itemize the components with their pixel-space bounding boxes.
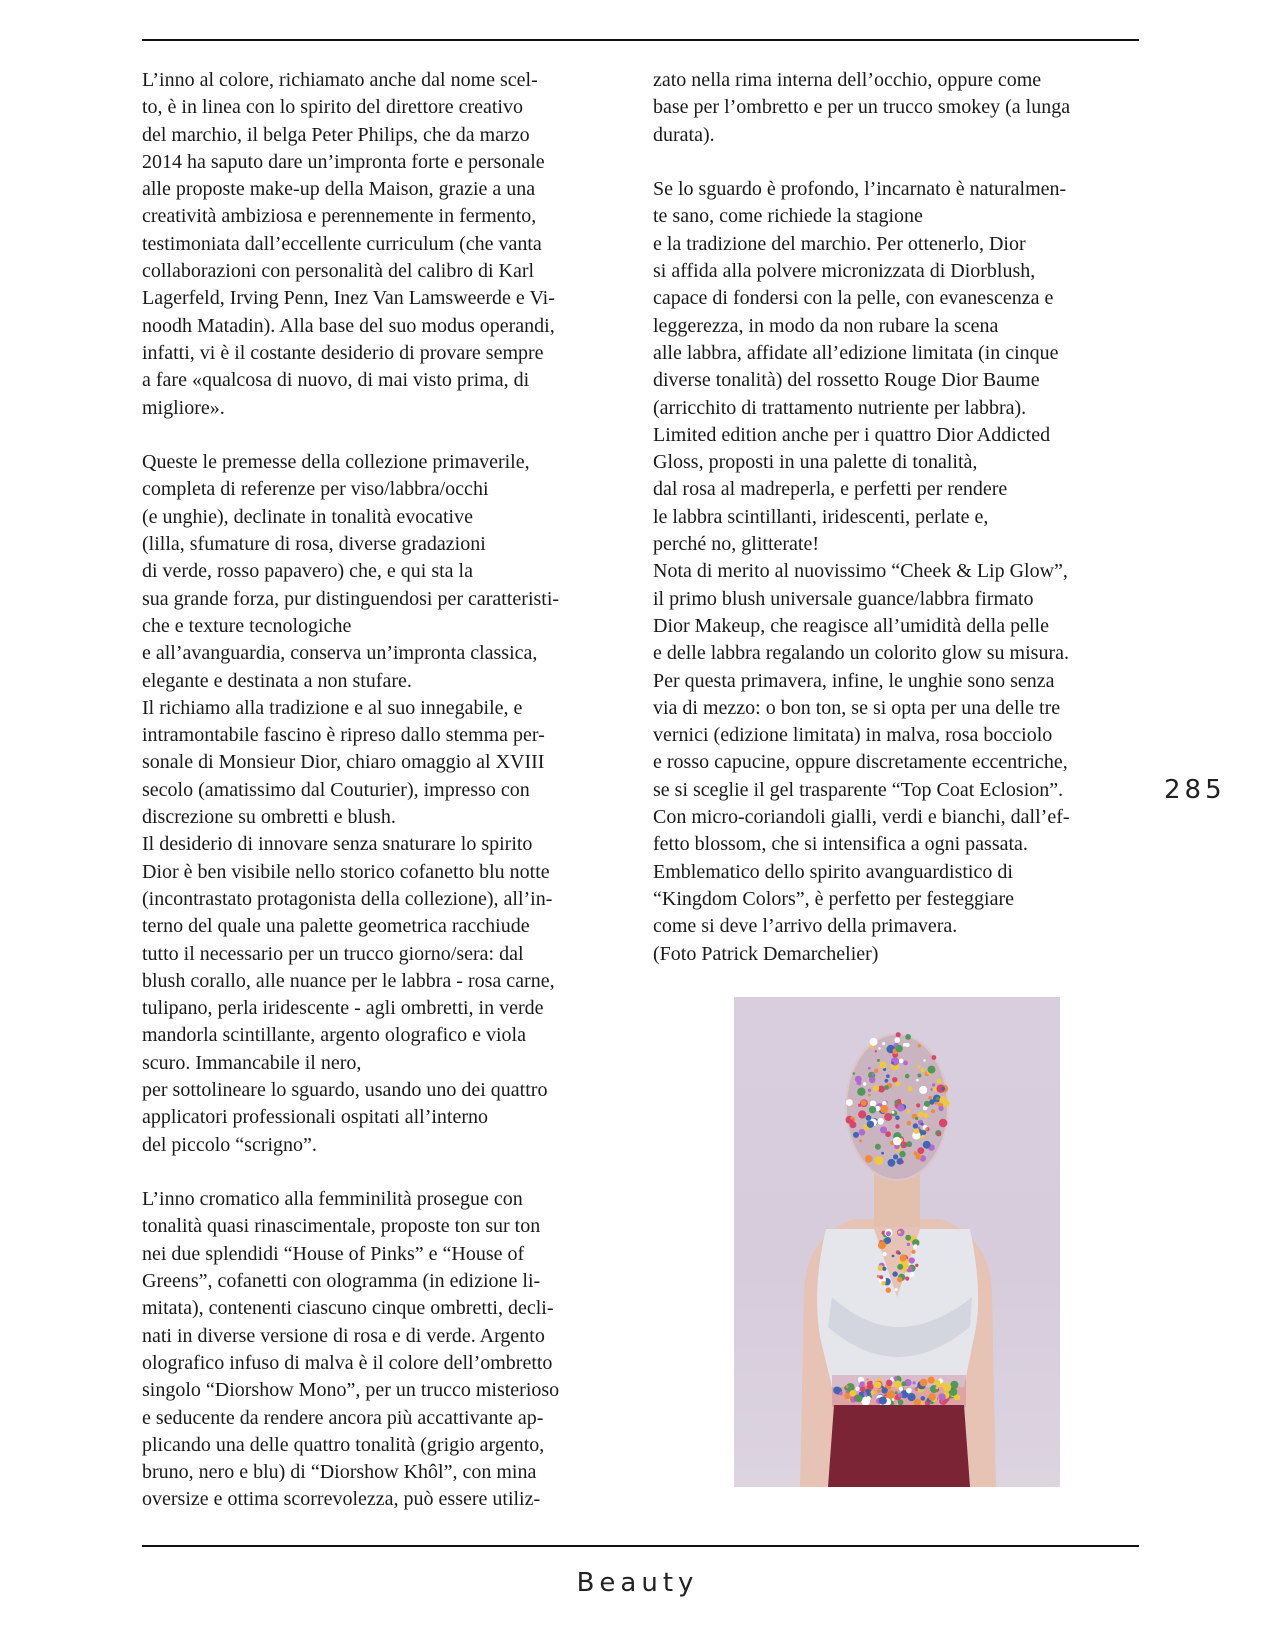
floral-dot <box>881 1281 885 1285</box>
text-line: olografico infuso di malva è il colore dell’ombretto <box>142 1351 553 1374</box>
text-line: Gloss, proposti in una palette di tonalità, <box>653 451 978 474</box>
text-line: creatività ambiziosa e perennemente in fermento, <box>142 205 537 228</box>
floral-dot <box>936 1097 939 1100</box>
floral-dot <box>885 1131 891 1137</box>
floral-dot <box>863 1392 867 1396</box>
floral-dot <box>875 1050 877 1052</box>
floral-dot <box>911 1250 915 1254</box>
floral-dot <box>897 1099 901 1103</box>
text-line: del marchio, il belga Peter Philips, che da marzo <box>142 123 530 146</box>
text-line: si affida alla polvere micronizzata di Diorblush, <box>653 260 1036 283</box>
floral-dot <box>921 1396 926 1401</box>
floral-dot <box>877 1059 880 1062</box>
text-line: (arricchito di trattamento nutriente per labbra). <box>653 396 1027 419</box>
text-line: e delle labbra regalando un colorito glow su misura. <box>653 642 1069 665</box>
floral-dot <box>932 1083 935 1086</box>
section-label: Beauty <box>576 1568 699 1598</box>
floral-dot <box>898 1231 901 1234</box>
text-line: via di mezzo: o bon ton, se si opta per una delle tre <box>653 696 1061 719</box>
fashion-photo <box>734 997 1060 1487</box>
text-line: nati in diverse versione di rosa e di verde. Argento <box>142 1324 545 1347</box>
floral-dot <box>921 1068 925 1072</box>
text-line: Se lo sguardo è profondo, l’incarnato è naturalmen- <box>653 178 1067 201</box>
floral-dot <box>850 1390 857 1397</box>
floral-dot <box>928 1096 932 1100</box>
floral-dot <box>879 1062 886 1069</box>
text-line: perché no, glitterate! <box>653 533 820 556</box>
floral-dot <box>870 1101 876 1107</box>
paragraph-gap <box>653 149 1140 176</box>
top-rule <box>142 39 1139 41</box>
floral-dot <box>850 1117 853 1120</box>
floral-dot <box>943 1383 952 1392</box>
floral-dot <box>913 1381 916 1384</box>
floral-dot <box>868 1089 871 1092</box>
floral-dot <box>877 1389 881 1393</box>
text-line: scuro. Immancabile il nero, <box>142 1051 362 1074</box>
floral-dot <box>895 1081 900 1086</box>
floral-dot <box>914 1128 920 1134</box>
text-line: migliore». <box>142 396 225 419</box>
floral-dot <box>917 1074 921 1078</box>
floral-dot <box>878 1241 886 1249</box>
floral-dot <box>935 1379 941 1385</box>
text-line: e rosso capucine, oppure discretamente eccentriche, <box>653 751 1068 774</box>
text-line: L’inno al colore, richiamato anche dal nome scel- <box>142 69 538 91</box>
text-line: “Kingdom Colors”, è perfetto per festeggiare <box>653 887 1014 910</box>
floral-dot <box>884 1113 892 1121</box>
floral-dot <box>891 1057 899 1065</box>
text-line: Il desiderio di innovare senza snaturare lo spirito <box>142 833 533 856</box>
floral-dot <box>860 1387 865 1392</box>
floral-dot <box>929 1099 934 1104</box>
floral-dot <box>938 1393 945 1400</box>
text-line: plicando una delle quattro tonalità (grigio argento, <box>142 1433 545 1456</box>
floral-dot <box>885 1079 889 1083</box>
floral-dot <box>899 1059 904 1064</box>
floral-dot <box>928 1393 936 1401</box>
floral-dot <box>901 1144 904 1147</box>
floral-dot <box>849 1121 856 1128</box>
floral-dot <box>867 1383 874 1390</box>
floral-dot <box>846 1099 853 1106</box>
floral-dot <box>874 1381 881 1388</box>
text-line: che e texture tecnologiche <box>142 614 352 637</box>
text-line: Lagerfeld, Irving Penn, Inez Van Lamsweerde e Vi- <box>142 287 555 310</box>
floral-dot <box>883 1252 887 1256</box>
floral-dot <box>897 1104 904 1111</box>
text-line: alle labbra, affidate all’edizione limitata (in cinque <box>653 341 1059 364</box>
floral-dot <box>913 1123 918 1128</box>
text-line: Il richiamo alla tradizione e al suo innegabile, e <box>142 696 523 719</box>
floral-dot <box>885 1237 892 1244</box>
text-line: le labbra scintillanti, iridescenti, perlate e, <box>653 505 989 528</box>
text-line: bruno, nero e blu) di “Diorshow Khôl”, con mina <box>142 1461 537 1484</box>
floral-dot <box>833 1387 840 1394</box>
text-line: intramontabile fascino è ripreso dallo stemma per- <box>142 724 545 747</box>
floral-dot <box>928 1066 936 1074</box>
floral-dot <box>874 1069 878 1073</box>
floral-dot <box>939 1119 948 1128</box>
text-line: tulipano, perla iridescente - agli ombretti, in verde <box>142 997 544 1020</box>
floral-dot <box>900 1255 907 1262</box>
floral-dot <box>894 1037 900 1043</box>
floral-dot <box>937 1132 941 1136</box>
floral-dot <box>906 1388 912 1394</box>
text-line: noodh Matadin). Alla base del suo modus operandi, <box>142 314 555 337</box>
floral-dot <box>918 1112 924 1118</box>
floral-dot <box>866 1396 871 1401</box>
text-line: (lilla, sfumature di rosa, diverse gradazioni <box>142 533 486 556</box>
text-line: per sottolineare lo sguardo, usando uno dei quattro <box>142 1078 548 1101</box>
floral-dot <box>905 1277 909 1281</box>
floral-dot <box>909 1257 915 1263</box>
text-line: Limited edition anche per i quattro Dior Addicted <box>653 423 1051 446</box>
floral-dot <box>920 1379 928 1387</box>
floral-dot <box>907 1121 912 1126</box>
text-line: nei due splendidi “House of Pinks” e “House of <box>142 1242 525 1265</box>
floral-dot <box>871 1390 875 1394</box>
floral-dot <box>897 1158 903 1164</box>
floral-dot <box>868 1094 871 1097</box>
skirt <box>828 1405 970 1487</box>
floral-dot <box>907 1109 911 1113</box>
text-line: se si sceglie il gel trasparente “Top Coat Eclosion”. <box>653 778 1064 801</box>
text-line: Greens”, cofanetti con ologramma (in edizione li- <box>142 1270 541 1293</box>
floral-dot <box>930 1088 933 1091</box>
floral-dot <box>892 1255 895 1258</box>
article-column-right <box>653 67 1140 968</box>
floral-dot <box>881 1152 884 1155</box>
floral-dot <box>855 1395 863 1403</box>
floral-dot <box>895 1045 902 1052</box>
floral-dot <box>893 1137 901 1145</box>
floral-dot <box>915 1117 918 1120</box>
floral-dot <box>915 1264 918 1267</box>
floral-dot <box>877 1118 884 1125</box>
floral-dot <box>887 1390 895 1398</box>
floral-dot <box>902 1101 905 1104</box>
text-line: Dior Makeup, che reagisce all’umidità della pelle <box>653 614 1049 637</box>
text-line: secolo (amatissimo dal Couturier), impresso con <box>142 778 530 801</box>
floral-dot <box>925 1128 928 1131</box>
paragraph-gap <box>142 422 632 449</box>
floral-dot <box>905 1235 911 1241</box>
floral-dot <box>923 1141 931 1149</box>
floral-dot <box>853 1072 856 1075</box>
text-line: sonale di Monsieur Dior, chiaro omaggio al XVIII <box>142 751 545 774</box>
floral-dot <box>908 1086 913 1091</box>
floral-dot <box>896 1032 901 1037</box>
floral-dot <box>888 1159 896 1167</box>
text-line: collaborazioni con personalità del calibro di Karl <box>142 260 535 283</box>
text-line: di verde, rosso papavero) che, e qui sta la <box>142 560 473 583</box>
text-line: il primo blush universale guance/labbra firmato <box>653 587 1034 610</box>
floral-dot <box>903 1043 907 1047</box>
floral-dot <box>897 1277 902 1282</box>
floral-dot <box>913 1151 917 1155</box>
floral-dot <box>917 1065 920 1068</box>
text-line: durata). <box>653 123 715 146</box>
text-line: del piccolo “scrigno”. <box>142 1133 317 1156</box>
text-line: oversize e ottima scorrevolezza, può essere utiliz- <box>142 1488 541 1511</box>
floral-dot <box>941 1087 945 1091</box>
floral-dot <box>860 1381 865 1386</box>
floral-dot <box>931 1109 935 1113</box>
article-column-left <box>142 67 632 1514</box>
floral-dot <box>916 1103 920 1107</box>
floral-dot <box>924 1101 930 1107</box>
floral-dot <box>899 1387 903 1391</box>
floral-dot <box>903 1061 908 1066</box>
floral-dot <box>870 1038 878 1046</box>
floral-dot <box>897 1264 903 1270</box>
text-line: Per questa primavera, infine, le unghie sono senza <box>653 669 1055 692</box>
floral-dot <box>935 1102 938 1105</box>
floral-dot <box>855 1076 862 1083</box>
floral-dot <box>875 1156 884 1165</box>
floral-dot <box>928 1377 935 1384</box>
text-line: e la tradizione del marchio. Per ottenerlo, Dior <box>653 232 1026 255</box>
text-line: Emblematico dello spirito avanguardistico di <box>653 860 1013 883</box>
floral-dot <box>875 1144 881 1150</box>
text-line: Dior è ben visibile nello storico cofanetto blu notte <box>142 860 550 883</box>
floral-dot <box>917 1147 924 1154</box>
floral-dot <box>873 1085 879 1091</box>
floral-dot <box>886 1288 891 1293</box>
text-line: to, è in linea con lo spirito del direttore creativo <box>142 96 523 119</box>
text-line: vernici (edizione limitata) in malva, rosa bocciolo <box>653 724 1053 747</box>
floral-dot <box>907 1393 915 1401</box>
floral-dot <box>895 1116 900 1121</box>
floral-dot <box>891 1062 894 1065</box>
floral-dot <box>891 1110 897 1116</box>
floral-dot <box>882 1042 885 1045</box>
floral-dot <box>853 1132 859 1138</box>
paragraph-gap <box>142 1159 632 1186</box>
text-line: leggerezza, in modo da non rubare la scena <box>653 314 999 337</box>
text-line: discrezione su ombretti e blush. <box>142 806 396 829</box>
floral-dot <box>899 1151 905 1157</box>
floral-dot <box>892 1271 897 1276</box>
floral-dot <box>937 1079 942 1084</box>
floral-dot <box>886 1231 891 1236</box>
text-line: alle proposte make-up della Maison, grazie a una <box>142 178 536 201</box>
floral-dot <box>857 1088 865 1096</box>
text-line: singolo “Diorshow Mono”, per un trucco misterioso <box>142 1379 560 1402</box>
text-line: Con micro-coriandoli gialli, verdi e bianchi, dall’ef- <box>653 806 1070 829</box>
floral-dot <box>858 1110 866 1118</box>
floral-dot <box>950 1381 958 1389</box>
floral-dot <box>898 1252 901 1255</box>
floral-dot <box>863 1082 867 1086</box>
text-line: capace di fondersi con la pelle, con evanescenza e <box>653 287 1054 310</box>
floral-dot <box>923 1059 925 1061</box>
floral-dot <box>895 1391 898 1394</box>
floral-dot <box>923 1113 928 1118</box>
text-line: come si deve l’arrivo della primavera. <box>653 915 958 938</box>
floral-dot <box>880 1105 889 1114</box>
text-line: a fare «qualcosa di nuovo, di mai visto prima, di <box>142 369 530 392</box>
text-line: sua grande forza, pur distinguendosi per caratteristi- <box>142 587 560 610</box>
floral-dot <box>886 1074 890 1078</box>
floral-dot <box>921 1123 924 1126</box>
floral-dot <box>869 1077 875 1083</box>
text-line: e all’avanguardia, conserva un’impronta classica, <box>142 642 538 665</box>
floral-dot <box>901 1381 906 1386</box>
floral-dot <box>909 1272 914 1277</box>
text-line: te sano, come richiede la stagione <box>653 205 923 228</box>
floral-dot <box>886 1380 892 1386</box>
text-line: mitata), contenenti ciascuno cinque ombretti, decli- <box>142 1297 554 1320</box>
text-line: (e unghie), declinate in tonalità evocative <box>142 505 473 528</box>
text-line: completa di referenze per viso/labbra/occhi <box>142 478 489 501</box>
text-line: (Foto Patrick Demarchelier) <box>653 942 879 965</box>
text-line: diverse tonalità) del rossetto Rouge Dior Baume <box>653 369 1040 392</box>
text-line: blush corallo, alle nuance per le labbra - rosa carne, <box>142 969 555 992</box>
floral-dot <box>865 1155 873 1163</box>
floral-dot <box>867 1121 874 1128</box>
floral-dot <box>933 1087 938 1092</box>
floral-dot <box>919 1086 927 1094</box>
text-line: Queste le premesse della collezione primaverile, <box>142 451 530 474</box>
floral-dot <box>859 1129 866 1136</box>
floral-dot <box>869 1106 876 1113</box>
floral-dot <box>892 1111 895 1114</box>
floral-dot <box>898 1393 903 1398</box>
floral-dot <box>878 1047 880 1049</box>
page-number: 285 <box>1164 775 1226 805</box>
text-line: (incontrastato protagonista della collezione), all’in- <box>142 887 553 910</box>
text-line: mandorla scintillante, argento olografico e viola <box>142 1024 526 1047</box>
floral-dot <box>893 1376 897 1380</box>
text-line: elegante e destinata a non stufare. <box>142 669 412 692</box>
floral-dot <box>907 1243 910 1246</box>
floral-dot <box>855 1387 859 1391</box>
floral-dot <box>866 1378 868 1380</box>
text-line: zato nella rima interna dell’occhio, oppure come <box>653 69 1042 91</box>
floral-dot <box>879 1397 887 1405</box>
floral-dot <box>905 1034 911 1040</box>
text-line: Nota di merito al nuovissimo “Cheek & Lip Glow”, <box>653 560 1068 583</box>
floral-dot <box>895 1124 899 1128</box>
text-line: applicatori professionali ospitati all’interno <box>142 1106 489 1129</box>
floral-dot <box>893 1154 898 1159</box>
floral-dot <box>846 1385 849 1388</box>
fashion-photo-illustration <box>734 997 1060 1487</box>
floral-dot <box>895 1288 898 1291</box>
floral-dot <box>879 1275 883 1279</box>
text-line: e seducente da rendere ancora più accattivante ap- <box>142 1406 544 1429</box>
text-line: tonalità quasi rinascimentale, proposte ton sur ton <box>142 1215 541 1238</box>
text-line: L’inno cromatico alla femminilità prosegue con <box>142 1188 523 1211</box>
floral-dot <box>905 1074 910 1079</box>
floral-dot <box>872 1073 875 1076</box>
floral-dot <box>859 1139 862 1142</box>
floral-dot <box>868 1067 871 1070</box>
text-line: terno del quale una palette geometrica racchiude <box>142 915 530 938</box>
floral-dot <box>882 1267 886 1271</box>
floral-dot <box>918 1044 921 1047</box>
text-line: fetto blossom, che si intensifica a ogni passata. <box>653 833 1028 856</box>
text-line: dal rosa al madreperla, e perfetti per rendere <box>653 478 1008 501</box>
floral-dot <box>916 1079 919 1082</box>
text-line: 2014 ha saputo dare un’impronta forte e personale <box>142 150 545 173</box>
floral-dot <box>913 1244 917 1248</box>
floral-dot <box>861 1100 867 1106</box>
floral-dot <box>936 1386 939 1389</box>
text-line: tutto il necessario per un trucco giorno/sera: dal <box>142 942 524 965</box>
text-line: infatti, vi è il costante desiderio di provare sempre <box>142 341 544 364</box>
floral-dot <box>881 1387 887 1393</box>
bottom-rule <box>142 1545 1139 1547</box>
text-line: base per l’ombretto e per un trucco smokey (a lunga <box>653 96 1071 119</box>
floral-dot <box>943 1100 949 1106</box>
text-line: testimoniata dall’eccellente curriculum (che vanta <box>142 232 542 255</box>
floral-dot <box>939 1106 944 1111</box>
floral-dot <box>932 1055 937 1060</box>
